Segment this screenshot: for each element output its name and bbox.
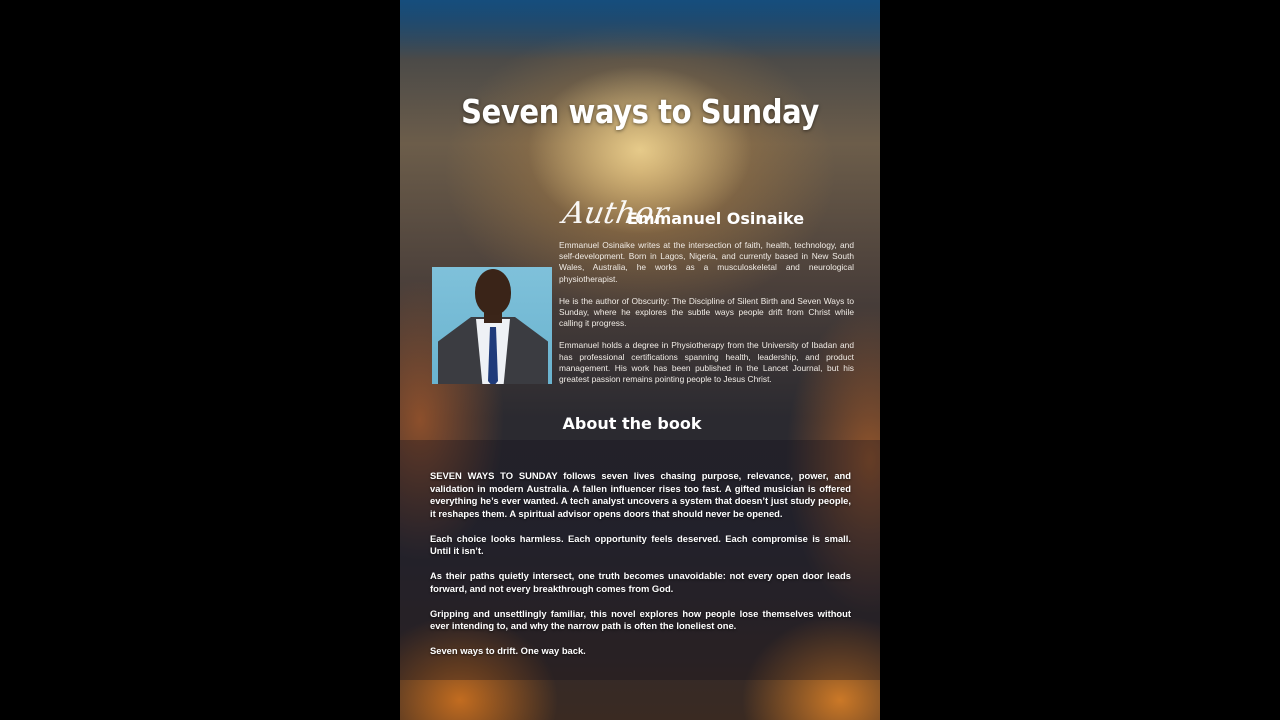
about-paragraph: SEVEN WAYS TO SUNDAY follows seven lives chasing purpose, relevance, power, and validation in modern Australia. A fallen influencer rises too fast. A gifted musician is offered everything he’s ever wanted. A tech analyst uncovers a system that doesn’t just study people, it reshapes them. A spiritual advisor opens doors that should never be opened.: [430, 470, 851, 519]
about-paragraph: As their paths quietly intersect, one truth becomes unavoidable: not every open door leads forward, and not every breakthrough comes from God.: [430, 570, 851, 594]
book-poster: [400, 0, 880, 720]
bio-paragraph: Emmanuel Osinaike writes at the intersection of faith, health, technology, and self-development. Born in Lagos, Nigeria, and currently based in New South Wales, Australia, he works as a musculoskeletal and neurological physiotherapist.: [559, 240, 854, 284]
about-paragraph: Gripping and unsettlingly familiar, this novel explores how people lose themselves without ever intending to, and why the narrow path is often the loneliest one.: [430, 607, 851, 631]
author-photo: [432, 267, 552, 384]
about-paragraph: Each choice looks harmless. Each opportunity feels deserved. Each compromise is small. Until it isn’t.: [430, 532, 851, 556]
book-title: Seven ways to Sunday: [461, 92, 819, 131]
author-bio: [559, 240, 854, 396]
about-paragraph: Seven ways to drift. One way back.: [430, 645, 586, 656]
head-shape: [475, 269, 511, 315]
bio-paragraph: Emmanuel holds a degree in Physiotherapy from the University of Ibadan and has professional certifications spanning health, leadership, and product management. His work has been published in the Lancet Journal, but his greatest passion remains pointing people to Jesus Christ.: [559, 340, 854, 385]
about-heading: About the book: [562, 414, 702, 433]
author-script-label: Author: [559, 196, 671, 231]
about-text: [430, 470, 851, 670]
bio-paragraph: He is the author of Obscurity: The Discipline of Silent Birth and Seven Ways to Sunday, where he explores the subtle ways people drift from Christ while calling it progress.: [559, 295, 854, 329]
author-name: Emmanuel Osinaike: [627, 209, 805, 228]
